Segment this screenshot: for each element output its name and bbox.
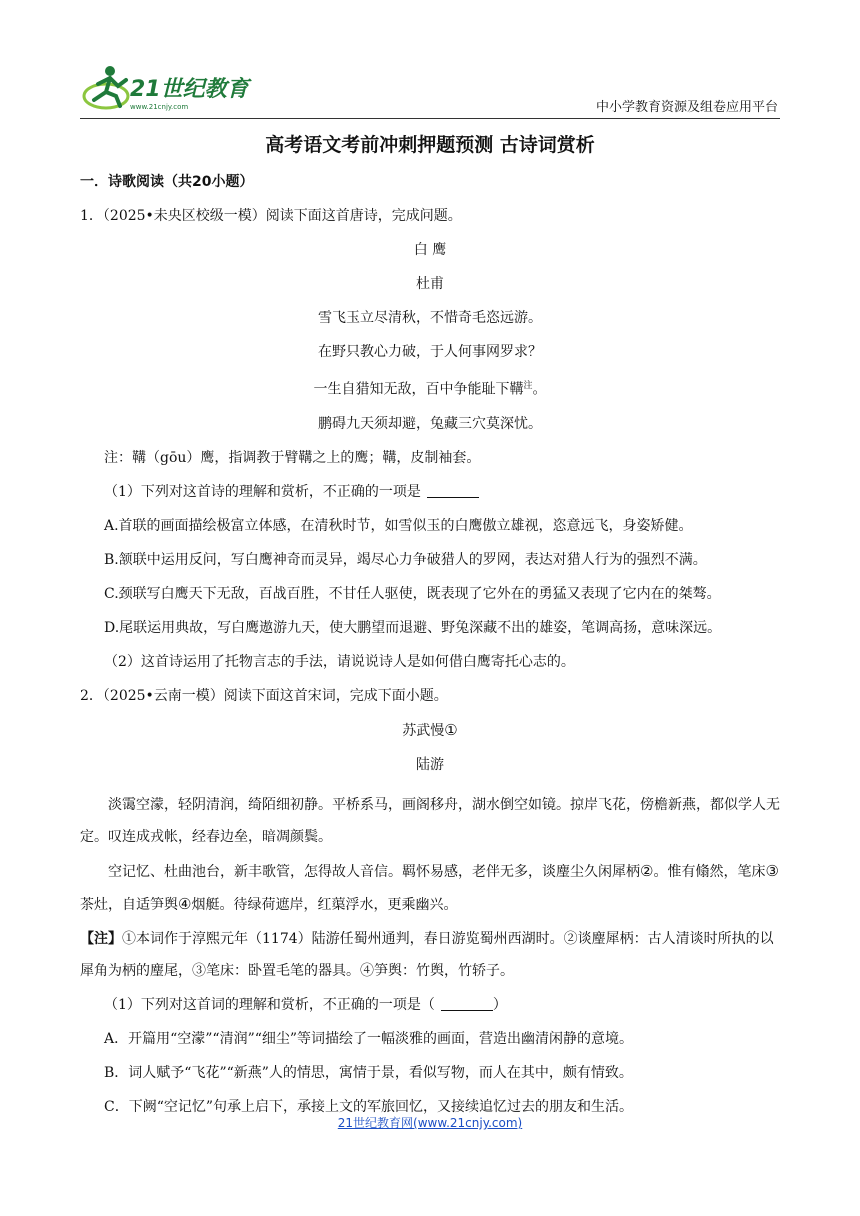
header-divider <box>80 118 780 119</box>
q2-sub-question-1 <box>80 995 780 1015</box>
q1-option-b: B.颔联中运用反问，写白鹰神奇而灵异，竭尽心力争破猎人的罗网，表达对猎人行为的强烈不满。 <box>104 551 707 568</box>
q1-poem-author: 杜甫 <box>416 276 444 292</box>
q2-option-a: A．开篇用“空濛”“清润”“细尘”等词描绘了一幅淡雅的画面，营造出幽清闲静的意境。 <box>104 1030 634 1047</box>
q2-sub-question-1-close: ） <box>492 996 507 1013</box>
q1-poem-line <box>80 376 780 400</box>
footer-link[interactable]: 21世纪教育网(www.21cnjy.com) <box>337 1116 523 1130</box>
q2-poem-author: 陆游 <box>416 756 444 773</box>
q1-option-d: D.尾联运用典故，写白鹰遨游九天，使大鹏望而退避、野兔深藏不出的雄姿，笔调高扬，意味深远。 <box>104 619 722 636</box>
q1-sub-question-2: （2）这首诗运用了托物言志的手法，请说说诗人是如何借白鹰寄托心志的。 <box>104 653 575 670</box>
runner-logo-icon <box>80 62 280 116</box>
q1-note: 注：鞲（gōu）鹰，指调教于臂鞲之上的鹰；鞲，皮制袖套。 <box>104 449 481 466</box>
q1-option-c: C.颈联写白鹰天下无敌，百战百胜，不甘任人驱使，既表现了它外在的勇猛又表现了它内在的桀骜。 <box>104 585 721 602</box>
q2-notes <box>80 923 780 987</box>
question-1-stem: 1．（2025•未央区校级一模）阅读下面这首唐诗，完成问题。 <box>80 208 462 224</box>
q1-poem-line: 在野只教心力破，于人何事网罗求？ <box>318 344 542 360</box>
q2-poem-title <box>80 720 780 741</box>
q1-option-a: A.首联的画面描绘极富立体感，在清秋时节，如雪似玉的白鹰傲立雄视，恣意远飞，身姿矫健。 <box>104 517 693 534</box>
q2-para2-part: 烟艇。待绿荷遮岸，红蕖浮水，更乘幽兴。 <box>191 896 458 913</box>
answer-blank[interactable] <box>427 483 479 498</box>
footnote-marker: ④ <box>178 894 192 913</box>
logo-text: 21世纪教育 <box>130 77 249 102</box>
footnote-marker: ① <box>444 720 458 739</box>
q2-poem-paragraph-2 <box>80 855 780 921</box>
section-heading: 一．诗歌阅读（共20小题） <box>80 174 254 190</box>
q2-para2-part: 。惟有翛然，笔床 <box>653 863 766 880</box>
q1-poem-line: 鹏碍九天须却避，兔藏三穴莫深忧。 <box>318 415 542 432</box>
q1-poem-line-text: 一生自猎知无敌，百中争能耻下鞲 <box>313 381 524 398</box>
q2-note-label: 【注】 <box>80 930 122 947</box>
q2-poem-title-text: 苏武慢 <box>402 722 445 739</box>
platform-name: 中小学教育资源及组卷应用平台 <box>595 100 778 115</box>
page-title: 高考语文考前冲刺押题预测 古诗词赏析 <box>265 134 595 156</box>
logo-url: www.21cnjy.com <box>130 103 189 111</box>
q1-poem-line-end: 。 <box>532 381 547 398</box>
footnote-marker: ② <box>640 861 654 880</box>
logo <box>80 62 280 116</box>
q1-poem-title: 白 鹰 <box>413 242 447 258</box>
q2-option-b: B．词人赋予“飞花”“新燕”人的情思，寓情于景，看似写物，而人在其中，颇有情致。 <box>104 1064 633 1081</box>
answer-blank[interactable] <box>441 996 493 1011</box>
q1-sub-question-1-text: （1）下列对这首诗的理解和赏析，不正确的一项是 <box>104 483 421 500</box>
question-2-stem: 2．（2025•云南一模）阅读下面这首宋词，完成下面小题。 <box>80 687 448 704</box>
q1-sub-question-1 <box>80 482 780 502</box>
q2-option-c: C．下阙“空记忆”句承上启下，承接上文的军旅回忆，又接续追忆过去的朋友和生活。 <box>104 1098 634 1115</box>
page-footer <box>0 1114 860 1131</box>
q2-poem-paragraph-1: 淡霭空濛，轻阴清润，绮陌细初静。平桥系马，画阁移舟，湖水倒空如镜。掠岸飞花，傍檐新燕，都似学人无定。叹连成戎帐，经春边垒，暗凋颜鬓。 <box>80 796 780 845</box>
q2-note-body: ①本词作于淳熙元年（1174）陆游任蜀州通判，春日游览蜀州西湖时。②谈麈犀柄：古人清谈时所执的以犀角为柄的麈尾，③笔床：卧置毛笔的器具。④笋舆：竹舆，竹轿子。 <box>80 930 774 979</box>
q2-para2-part: 空记忆、杜曲池台，新丰歌管，怎得故人音信。羁怀易感，老伴无多，谈麈尘久闲犀柄 <box>108 863 640 880</box>
q1-poem-line: 雪飞玉立尽清秋，不惜奇毛恣远游。 <box>318 310 542 326</box>
q2-para2-part: 茶灶，自适笋舆 <box>80 896 178 913</box>
footnote-marker: 注 <box>523 381 533 391</box>
document-body <box>80 172 780 1131</box>
footnote-marker: ③ <box>765 861 779 880</box>
q2-sub-question-1-text: （1）下列对这首词的理解和赏析，不正确的一项是（ <box>104 996 435 1013</box>
page-header <box>80 62 780 118</box>
